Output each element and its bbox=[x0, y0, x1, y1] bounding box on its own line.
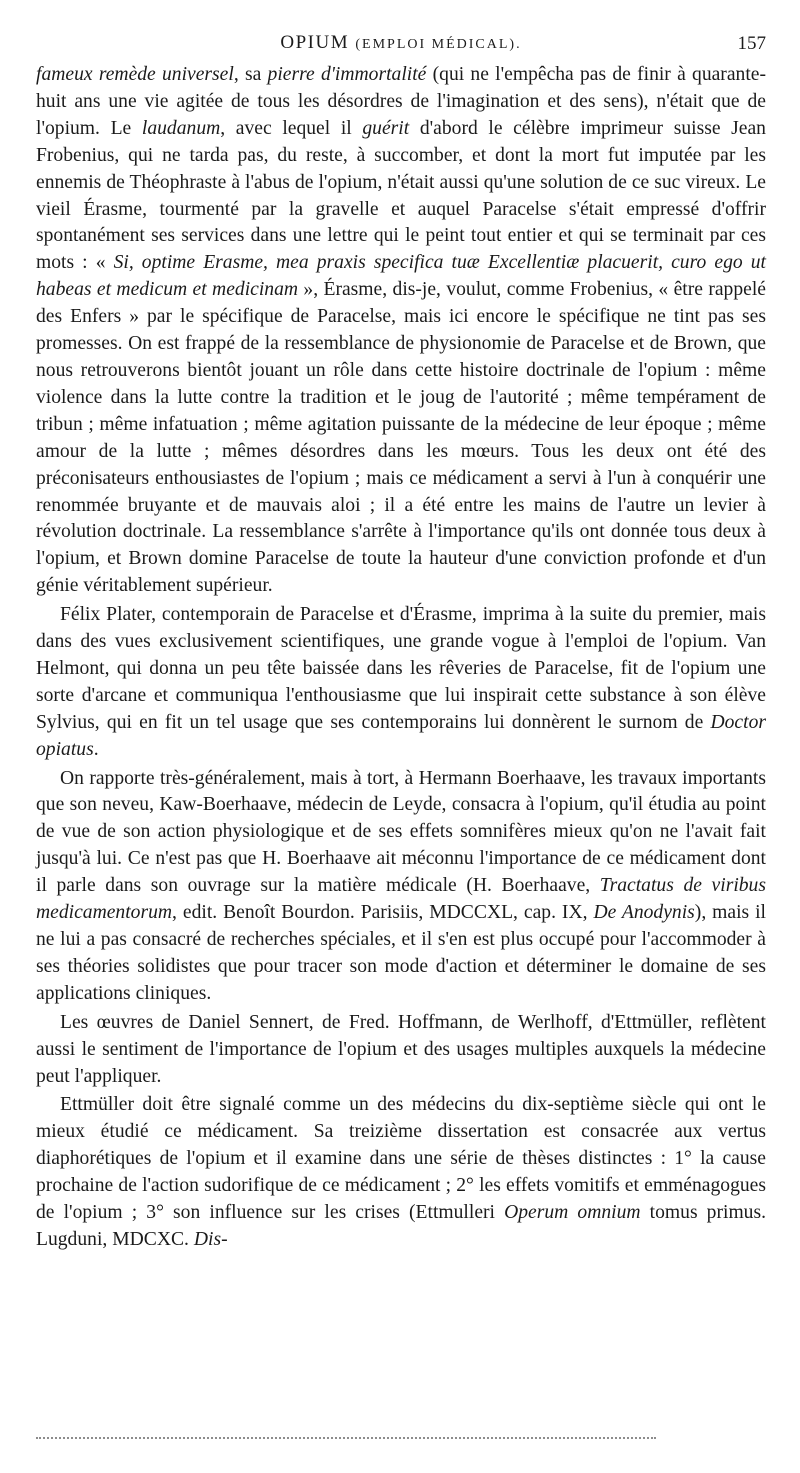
running-title-main: OPIUM bbox=[280, 32, 350, 53]
text-run: Ettmüller doit être signalé comme un des médecins du dix-septième siècle qui ont le mieux étudié ce médicament. Sa treizième dissertation est consacrée aux vertus diaphorétiques de l'opium et il examine dans une série de thèses distinctes : 1° la cause prochaine de l'action sudorifique de ce médicament ; 2° les effets vomitifs et emménagogues de l'opium ; 3° son influence sur les crises (Ettmulleri bbox=[36, 1094, 766, 1224]
italic-text-run: pierre d'immortalité bbox=[267, 64, 427, 85]
text-run: (qui ne l'empêcha pas de finir à quarante-huit ans une vie agitée de tous les désordres de l'imagination et des sens), n'était que de l'opium. Le bbox=[36, 64, 766, 139]
text-run: », Érasme, dis-je, voulut, comme Frobenius, « être rappelé des Enfers » par le spécifique de Paracelse, mais ici encore le spécifique ne tint pas ses promesses. On est frappé de la ressemblance de physionomie de Paracelse et de Brown, que nous retrouverons bientôt jouant un rôle dans cette histoire doctrinale de l'opium : même violence dans la lutte contre la tradition et le joug de l'autorité ; même tempérament de tribun ; même infatuation ; même agitation puissante de la médecine de leur époque ; même amour de la lutte ; mêmes désordres dans les mœurs. Tous les deux ont été des préconisateurs enthousiastes de l'opium ; mais ce médicament a servi à l'un à conquérir une renommée bruyante et de mauvais aloi ; il a été entre les mains de l'autre un levier à révolution doctrinale. La ressemblance s'arrête à l'importance qu'ils ont donnée tous deux à l'opium, et Brown domine Paracelse de toute la hauteur d'une conviction profonde et d'un génie véritablement supérieur. bbox=[36, 279, 766, 597]
paragraph-plater bbox=[36, 602, 766, 763]
page-header bbox=[36, 30, 766, 60]
text-run: Les œuvres de Daniel Sennert, de Fred. Hoffmann, de Werlhoff, d'Ettmüller, reflètent aussi le sentiment de l'importance de l'opium et des usages multiples auxquels la médecine peut l'appliquer. bbox=[36, 1011, 766, 1087]
italic-text-run: laudanum bbox=[141, 117, 221, 139]
italic-text-run: guérit bbox=[362, 117, 410, 139]
text-run: Félix Plater, contemporain de Paracelse et d'Érasme, imprima à la suite du premier, mais dans des vues exclusivement scientifiques, une grande vogue à l'emploi de l'opium. Van Helmont, qui donna un peu tête baissée dans les rêveries de Paracelse, fit de l'opium une sorte d'arcane et communiqua l'enthousiasme que lui inspirait cette substance à son élève Sylvius, qui en fit un tel usage que ses contemporains lui donnèrent le surnom de bbox=[36, 604, 766, 733]
italic-text-run: fameux remède universel bbox=[36, 64, 234, 85]
text-run: , edit. Benoît Bourdon. Parisiis, MDCCXL, cap. IX, bbox=[172, 902, 594, 924]
italic-text-run: Operum omnium bbox=[504, 1202, 641, 1224]
page-number: 157 bbox=[737, 33, 766, 54]
text-run: . bbox=[93, 738, 99, 760]
text-run: d'abord le célèbre imprimeur suisse Jean Frobenius, qui ne tarda pas, du reste, à succomber, et dont la mort fut imputée par les ennemis de Théophraste à l'abus de l'opium, n'était aussi qu'une solution de ce suc vireux. Le vieil Érasme, tourmenté par la gravelle et auquel Paracelse s'était empressé d'offrir spontanément ses services dans une lettre qui le peint tout entier et qui se terminait par ces mots : « bbox=[36, 117, 766, 274]
bottom-edge-rule bbox=[36, 1437, 656, 1439]
paragraph-ettmuller bbox=[36, 1092, 766, 1253]
running-title-subtitle: (EMPLOI MÉDICAL). bbox=[355, 37, 522, 52]
italic-text-run: Si, optime Erasme, mea praxis specifica tuæ Excellentiæ placuerit, curo ego ut habeas et medicum et medicinam bbox=[36, 252, 766, 301]
italic-text-run: Doctor opiatus bbox=[36, 711, 766, 760]
running-title bbox=[36, 32, 766, 54]
italic-text-run: Dis- bbox=[193, 1228, 228, 1250]
text-run: , avec lequel il bbox=[220, 117, 363, 139]
text-run: ), mais il ne lui a pas consacré de recherches spéciales, et il s'en est plus occupé pour l'accommoder à ses théories solidistes que pour tracer son mode d'action et déterminer le domaine de ses applications cliniques. bbox=[36, 902, 766, 1004]
italic-text-run: Tractatus de viribus medicamentorum bbox=[36, 875, 766, 924]
text-run: tomus primus. Lugduni, MDCXC. bbox=[36, 1202, 767, 1250]
paragraph-paracelse bbox=[36, 62, 766, 600]
text-run: , sa bbox=[233, 64, 268, 85]
italic-text-run: De Anodynis bbox=[593, 902, 695, 924]
paragraph-boerhaave bbox=[36, 766, 766, 1008]
paragraph-sennert bbox=[36, 1010, 766, 1091]
body-text bbox=[36, 62, 766, 1254]
text-run: On rapporte très-généralement, mais à tort, à Hermann Boerhaave, les travaux importants que son neveu, Kaw-Boerhaave, médecin de Leyde, consacra à l'opium, qu'il étudia au point de vue de son action physiologique et de ses effets somnifères mieux qu'on ne l'avait fait jusqu'à lui. Ce n'est pas que H. Boerhaave ait méconnu l'importance de ce médicament dont il parle dans son ouvrage sur la matière médicale (H. Boerhaave, bbox=[36, 767, 766, 897]
